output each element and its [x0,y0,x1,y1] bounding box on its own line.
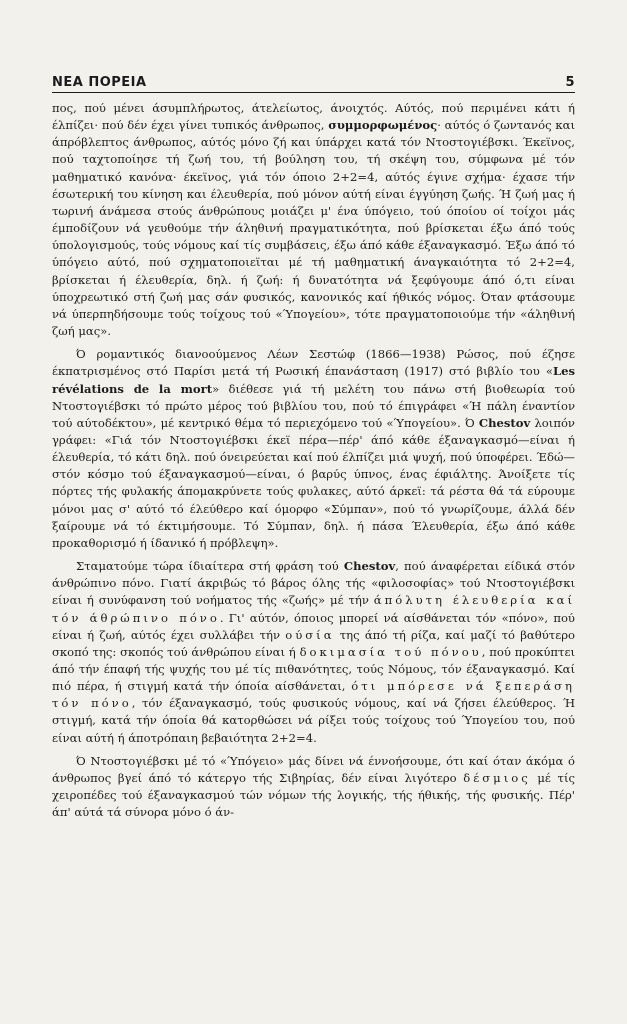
text-run: Ό Ντοστογιέβσκι μέ τό «Ύπόγειο» μάς δίνει νά έννοήσουμε, ότι καί όταν άκόμα ό άνθρωπος βγεί άπό τό κάτεργο τής Σιβηρίας, δέν είναι λιγότερο [52,753,575,785]
bold-text: συμμορφωμένος [328,118,438,133]
page-number: 5 [565,75,575,90]
spaced-emphasis: δέσμιος [463,770,531,785]
text-run: . Γι' αύτόν, όποιος μπορεί νά αίσθάνεται τόν «πόνο», πού είναι ή ζωή, αύτός έχει συλλάβει τήν [52,610,575,642]
text-run: , τόν έξαναγκασμό, τούς φυσικούς νόμους, καί νά ζήσει έλεύθερος. Ή στιγμή, κατά τήν όποία θά κατορθώσει νά ρίξει τούς τοίχους τού Ύπογείου του, πού είναι αύτή ή άποτρόπαιη βεβαιότητα 2+2=4. [52,696,575,745]
text-run: · αύτός ό ζωντανός και άπρόβλεπτος άνθρωπος, αύτός μόνο ζή και ύπάρχει κατά τόν Ντοστογιέβσκι. Έκεϊνος, πού ταχτοποίησε τή ζωή του, τή βούληση του, τή σκέψη του, σύμφωνα μέ τόν μαθηματικό κανόνα· έκεϊνος, γιά τόν όποιο 2+2=4, αύτός έγινε σχήμα· έχασε τήν έσωτερική του κίνηση και έλευθερία, πού μόνον αύτή είναι έγγύηση ζωής. Ή ζωή μας ή τωρινή άνάμεσα στούς άνθρώπους μοιάζει μ' ένα ύπόγειο, τού όποίου οί τοίχοι μάς έμποδίζουν νά γευθούμε τήν άληθινή πραγματικότητα, πού βρίσκεται έξω άπό τούς ύπολογισμούς, τούς νόμους καί τίς συμβάσεις, έξω άπό κάθε έξαναγκασμό. Έξω άπό τό ύπόγειο αύτό, πού σχηματοποιεϊται μέ τή μαθηματική άναγκαιότητα τό 2+2=4, βρίσκεται ή έλευθερία, δηλ. ή ζωή: ή δυνατότητα νά ξεφύγουμε άπό ό,τι είναι ύποχρεωτικό στή ζωή μας σάν φυσικός, κανονικός καί ήθικός νόμος. Όταν φτάσουμε νά ύπερπηδήσουμε τούς τοίχους τού «Ύπογείου», τότε πραγματοποιούμε τήν «άληθινή ζωή μας». [52,118,575,339]
text-run: πος, πού μένει άσυμπλήρωτος, άτελείωτος, άνοιχτός. Αύτός, πού περιμένει κάτι ή έλπίζει· πού δέν έχει γίνει τυπικός άνθρωπος, [52,101,575,133]
spaced-emphasis: ότι μπόρεσε νά ξεπεράση τόν πόνο [52,679,575,711]
text-run: , πού άναφέρεται είδικά στόν άνθρώπινο πόνο. Γιατί άκριβώς τό βάρος όλης τής «φιλοσοφίας» τού Ντοστογιέβσκι είναι ή συνύφανση τού νοήματος τής «ζωής» μέ τήν [52,559,575,608]
bold-text: Les révélations de la mort [52,364,575,396]
text-run: της άπό τή ρίζα, καί μαζί τό βαθύτερο σκοπό της: σκοπός τού άνθρώπου είναι ή [52,627,575,659]
spaced-emphasis: ούσία [285,627,335,642]
text-run: , πού προκύπτει άπό τήν έπαφή τής ψυχής του μέ τίς πιθανότητες, τούς Νόμους, τόν έξαναγκασμό. Καί πιό πέρα, ή στιγμή κατά τήν όποία αίσθάνεται, [52,644,575,694]
text-run: μέ τίς χειροπέδες τού έξαναγκασμού τών νόμων τής λογικής, τής ήθικής, τής φυσικής. Πέρ' άπ' αύτά τά σύνορα μόνο ό άν- [52,770,575,820]
running-header [52,70,575,93]
paragraph [52,100,575,340]
text-run: λοιπόν γράφει: «Γιά τόν Ντοστογιέβσκι έκεϊ πέρα—πέρ' άπό κάθε έξαναγκασμό—είναι ή έλευθερία, τό κάτι δηλ. πού όνειρεύεται καί πού έλπίζει μιά ψυχή, πού ύποφέρει. Έδώ—στόν κόσμο τού έξαναγκασμού—είναι, ό βαρύς ύπνος, ένας έφιάλτης. Άνοίξετε τίς πόρτες τής φυλακής άπομακρύνετε τούς φυλακες, αύτό άρκεϊ: τά ρέστα θά τά εύρουμε μόνοι μας σ' αύτό τό έλεύθερο καί όμορφο «Σύμπαν», πού τό γνωρίζουμε, άλλά δέν ξαίρουμε νά τό έκτιμήσουμε. Τό Σύμπαν, δηλ. ή πάσα Έλευθερία, έξω άπό κάθε προκαθορισμό ή ίδανικό ή πρόβλεψη». [52,415,575,550]
text-run: Ό ρομαντικός διανοούμενος Λέων Σεστώφ (1866—1938) Ρώσος, πού έζησε έκπατρισμένος στό Παρίσι μετά τή Ρωσική έπανάσταση (1917) στό βιβλίο του « [52,347,575,379]
journal-title: ΝΕΑ ΠΟΡΕΙΑ [52,75,147,90]
paragraph [52,753,575,822]
text-run: Σταματούμε τώρα ίδιαίτερα στή φράση τού [76,559,344,574]
bold-text: Chestov [343,559,396,574]
paragraph [52,346,575,552]
paragraph [52,558,575,747]
bold-text: Chestov [478,415,531,430]
article-body [52,100,575,1004]
spaced-emphasis: δοκιμασία τού πόνου [299,644,482,659]
spaced-emphasis: άπόλυτη έλευθερία καί τόν άθρώπινο πόνο [52,593,575,625]
text-run: » διέθεσε γιά τή μελέτη του πάνω στή βιοθεωρία τού Ντοστογιέβσκι τό πρώτο μέρος τού βιβλίου του, πού τό έπιγράφει «Ή πάλη έναντίον τού αύτοδέκτου», μέ κεντρικό θέμα τό περιεχόμενο τού «Ύπογείου». Ό [52,381,575,430]
